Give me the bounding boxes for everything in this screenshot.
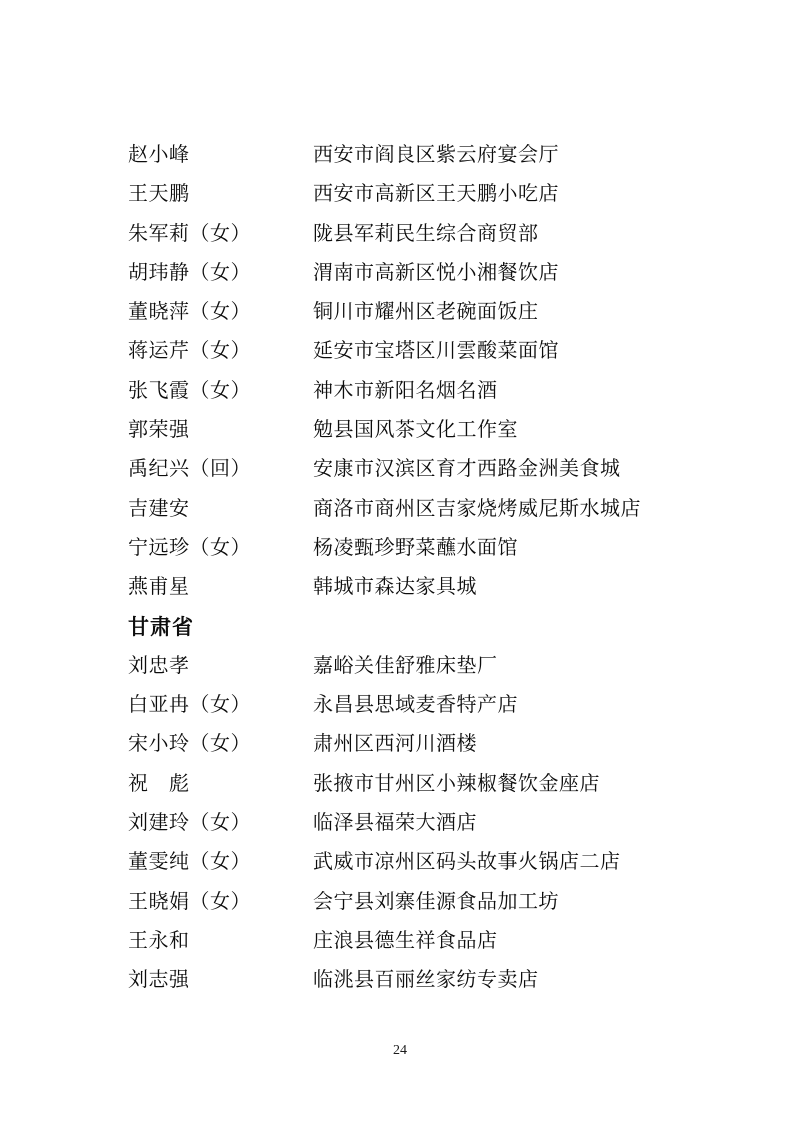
roster-row (128, 338, 744, 377)
person-name: 宋小玲（女） (128, 733, 251, 756)
business-name: 临泽县福荣大酒店 (313, 812, 477, 835)
roster-row (128, 574, 744, 613)
person-name: 燕甫星 (128, 576, 190, 599)
business-name: 安康市汉滨区育才西路金洲美食城 (313, 458, 621, 481)
business-name: 嘉峪关佳舒雅床垫厂 (313, 654, 498, 677)
page-number: 24 (393, 1043, 407, 1058)
roster-row (128, 928, 744, 967)
person-name: 宁远珍（女） (128, 536, 251, 559)
business-name: 渭南市高新区悦小湘餐饮店 (313, 261, 559, 284)
business-name: 勉县国风茶文化工作室 (313, 419, 518, 442)
roster-row (128, 496, 744, 535)
business-name: 延安市宝塔区川雲酸菜面馆 (313, 340, 559, 363)
business-name: 会宁县刘寨佳源食品加工坊 (313, 890, 559, 913)
person-name: 刘忠孝 (128, 654, 190, 677)
roster-row (128, 889, 744, 928)
person-name: 董雯纯（女） (128, 851, 251, 874)
roster-row (128, 417, 744, 456)
person-name: 张飞霞（女） (128, 379, 251, 402)
roster-row (128, 967, 744, 1006)
roster-row (128, 299, 744, 338)
business-name: 陇县军莉民生综合商贸部 (313, 222, 539, 245)
roster-row (128, 456, 744, 495)
person-name: 祝 彪 (128, 772, 190, 795)
roster-row (128, 260, 744, 299)
business-name: 永昌县思域麦香特产店 (313, 694, 518, 717)
roster-row (128, 731, 744, 770)
roster-row (128, 692, 744, 731)
business-name: 杨凌甄珍野菜蘸水面馆 (313, 536, 518, 559)
page-footer (0, 1042, 800, 1060)
roster-row (128, 849, 744, 888)
roster-row (128, 378, 744, 417)
business-name: 西安市高新区王天鹏小吃店 (313, 183, 559, 206)
person-name: 赵小峰 (128, 144, 190, 166)
person-name: 刘志强 (128, 969, 190, 992)
person-name: 郭荣强 (128, 419, 190, 442)
business-name: 武威市凉州区码头故事火锅店二店 (313, 851, 621, 874)
roster-row (128, 810, 744, 849)
person-name: 胡玮静（女） (128, 261, 251, 284)
business-name: 铜川市耀州区老碗面饭庄 (313, 301, 539, 324)
roster-list (128, 142, 744, 1007)
person-name: 蒋运芹（女） (128, 340, 251, 363)
business-name: 张掖市甘州区小辣椒餐饮金座店 (313, 772, 600, 795)
roster-row (128, 181, 744, 220)
roster-row (128, 653, 744, 692)
province-section-header: 甘肃省 (128, 614, 194, 639)
person-name: 禹纪兴（回） (128, 458, 251, 481)
person-name: 刘建玲（女） (128, 812, 251, 835)
roster-row (128, 535, 744, 574)
roster-row (128, 142, 744, 181)
business-name: 临洮县百丽丝家纺专卖店 (313, 969, 539, 992)
person-name: 王晓娟（女） (128, 890, 251, 913)
person-name: 董晓萍（女） (128, 301, 251, 324)
roster-row (128, 221, 744, 260)
person-name: 朱军莉（女） (128, 222, 251, 245)
roster-row (128, 771, 744, 810)
person-name: 白亚冉（女） (128, 694, 251, 717)
business-name: 肃州区西河川酒楼 (313, 733, 477, 756)
person-name: 王天鹏 (128, 183, 190, 206)
business-name: 庄浪县德生祥食品店 (313, 929, 498, 952)
business-name: 商洛市商州区吉家烧烤威尼斯水城店 (313, 497, 641, 520)
business-name: 韩城市森达家具城 (313, 576, 477, 599)
business-name: 神木市新阳名烟名酒 (313, 379, 498, 402)
person-name: 王永和 (128, 929, 190, 952)
person-name: 吉建安 (128, 497, 190, 520)
business-name: 西安市阎良区紫云府宴会厅 (313, 144, 559, 166)
